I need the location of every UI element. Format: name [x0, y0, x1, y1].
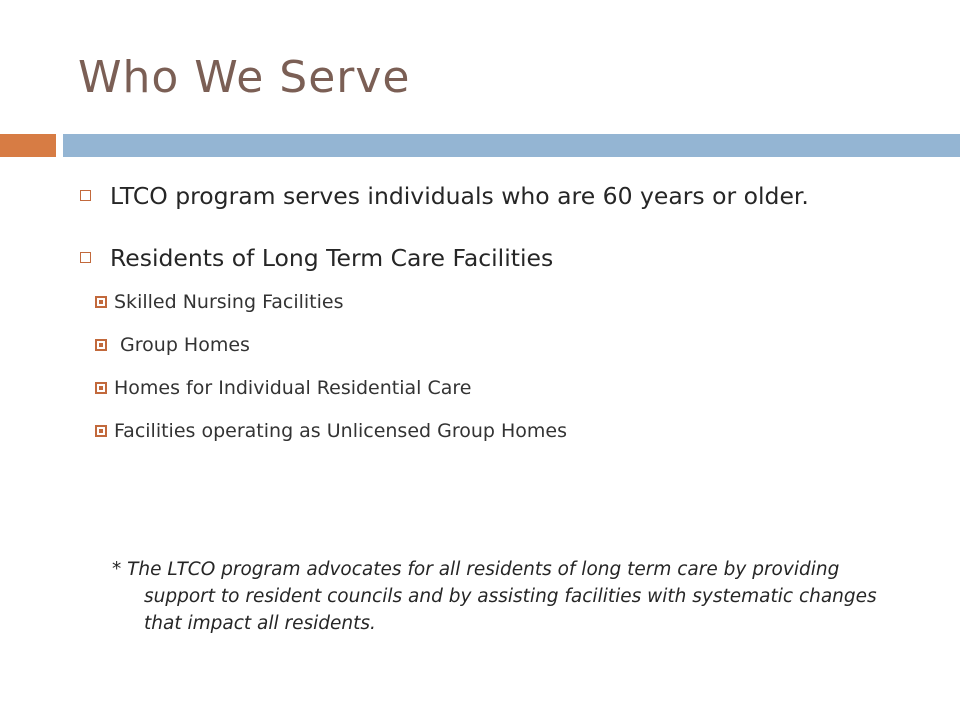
sub-bullet-text: Homes for Individual Residential Care	[114, 377, 472, 399]
filled-square-bullet-icon	[95, 425, 107, 437]
sub-bullet-text: Group Homes	[114, 334, 250, 356]
bullet-item	[104, 240, 904, 276]
bullet-text: Residents of Long Term Care Facilities	[110, 244, 554, 272]
sub-bullet-item	[104, 376, 904, 400]
sub-bullet-item	[104, 419, 904, 443]
bullet-text: LTCO program serves individuals who are 60 years or older.	[110, 182, 809, 210]
filled-square-bullet-icon	[95, 382, 107, 394]
sub-bullet-item	[104, 333, 904, 357]
hollow-square-bullet-icon	[80, 252, 91, 263]
slide-title: Who We Serve	[78, 52, 411, 103]
filled-square-bullet-icon	[95, 339, 107, 351]
title-underline-bar	[63, 134, 960, 157]
footnote: * The LTCO program advocates for all residents of long term care by providing support to resident councils and by assisting facilities with systematic changes that impact all residents.	[112, 559, 877, 634]
sub-bullet-item	[104, 290, 904, 314]
sub-bullet-text: Skilled Nursing Facilities	[114, 291, 344, 313]
bullet-item	[104, 178, 904, 214]
sub-bullet-text: Facilities operating as Unlicensed Group Homes	[114, 420, 568, 442]
slide-body	[104, 178, 904, 462]
hollow-square-bullet-icon	[80, 190, 91, 201]
title-underline-accent	[0, 134, 56, 157]
filled-square-bullet-icon	[95, 296, 107, 308]
